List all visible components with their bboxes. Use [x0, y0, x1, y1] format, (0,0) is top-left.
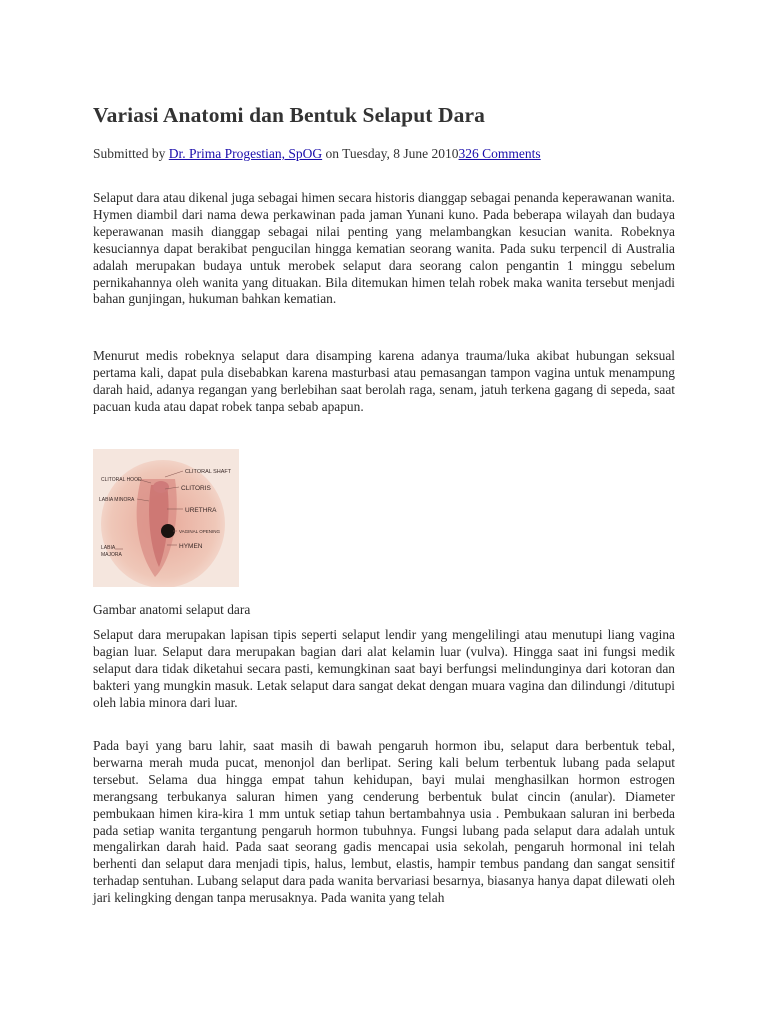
label-urethra: URETHRA — [185, 507, 217, 514]
article-title: Variasi Anatomi dan Bentuk Selaput Dara — [93, 103, 485, 127]
paragraph-4: Pada bayi yang baru lahir, saat masih di bawah pengaruh hormon ibu, selaput dara berbentuk tebal, berwarna merah muda pucat, menonjol dan berlipat. Sering kali belum terbentuk lubang pada selaput tersebut. Selama dua hingga empat tahun kehidupan, bayi mulai menghasilkan hormon estrogen merangsang terbukanya saluran himen yang cenderung berbentuk bulat cincin (anular). Diameter pembukaan himen kira-kira 1 mm untuk setiap tahun bertambahnya usia . Pembukaan saluran ini berbeda pada setiap wanita tergantung pengaruh hormon tubuhnya. Fungsi lubang pada selaput dara adalah untuk mengalirkan darah haid. Pada saat seorang gadis mencapai usia sekolah, pengaruh hormonal ini telah berhenti dan selaput dara menjadi tipis, halus, lembut, elastis, hampir tembus pandang dan sangat sensitif terhadap sentuhan. Lubang selaput dara pada wanita bervariasi besarnya, biasanya hanya dapat dilewati oleh jari kelingking dengan tanpa merusaknya. Pada wanita yang telah — [93, 738, 675, 906]
vaginal-opening-marker — [161, 524, 175, 538]
anatomy-figure — [93, 449, 239, 587]
anatomy-illustration — [93, 449, 239, 587]
paragraph-1: Selaput dara atau dikenal juga sebagai himen secara historis dianggap sebagai penanda keperawanan wanita. Hymen diambil dari nama dewa perkawinan pada jaman Yunani kuno. Pada beberapa wilayah dan budaya keperawanan masih dianggap sebagai nilai penting yang melambangkan kesucian wanita. Robeknya kesuciannya dapat berakibat pengucilan hingga kematian seorang wanita. Pada suku terpencil di Australia adalah merupakan budaya untuk merobek selaput dara seorang calon pengantin 1 minggu sebelum pernikahannya oleh wanita yang dituakan. Bila ditemukan himen telah robek maka wanita tersebut menjadi bahan gunjingan, hukuman bahkan kematian. — [93, 190, 675, 307]
figure-caption: Gambar anatomi selaput dara — [93, 602, 251, 617]
article-meta — [93, 146, 541, 162]
paragraph-2: Menurut medis robeknya selaput dara disamping karena adanya trauma/luka akibat hubungan seksual pertama kali, dapat pula disebabkan karena masturbasi atau pemasangan tampon vagina untuk menampung darah haid, adanya regangan yang berlebihan saat berolah raga, senam, jatuh terkena gagang di sepeda, saat pacuan kuda atau dapat robek tanpa sebab apapun. — [93, 348, 675, 414]
label-labia: LABIA — [101, 545, 116, 551]
author-link[interactable]: Dr. Prima Progestian, SpOG — [168, 146, 323, 161]
comments-link[interactable]: 326 Comments — [458, 146, 541, 161]
meta-prefix: Submitted by — [93, 146, 169, 161]
label-majora: MAJORA — [101, 552, 122, 558]
paragraph-3: Selaput dara merupakan lapisan tipis seperti selaput lendir yang mengelilingi atau menutupi liang vagina bagian luar. Selaput dara merupakan bagian dari alat kelamin luar (vulva). Hingga saat ini fungsi medik selaput dara tidak diketahui secara pasti, kemungkinan saat bayi berfungsi melindunginya dari kotoran dan bakteri yang mungkin masuk. Letak selaput dara sangat dekat dengan muara vagina dan dilindungi /ditutupi oleh labia minora dari luar. — [93, 627, 675, 710]
meta-date: on Tuesday, 8 June 2010 — [322, 146, 459, 161]
label-hymen: HYMEN — [179, 543, 203, 550]
label-clitoral-hood: CLITORAL HOOD — [101, 477, 142, 483]
label-clitoral-shaft: CLITORAL SHAFT — [185, 469, 232, 475]
label-clitoris: CLITORIS — [181, 485, 211, 492]
label-labia-minora: LABIA MINORA — [99, 497, 135, 503]
label-vaginal-opening: VAGINAL OPENING — [179, 529, 221, 534]
